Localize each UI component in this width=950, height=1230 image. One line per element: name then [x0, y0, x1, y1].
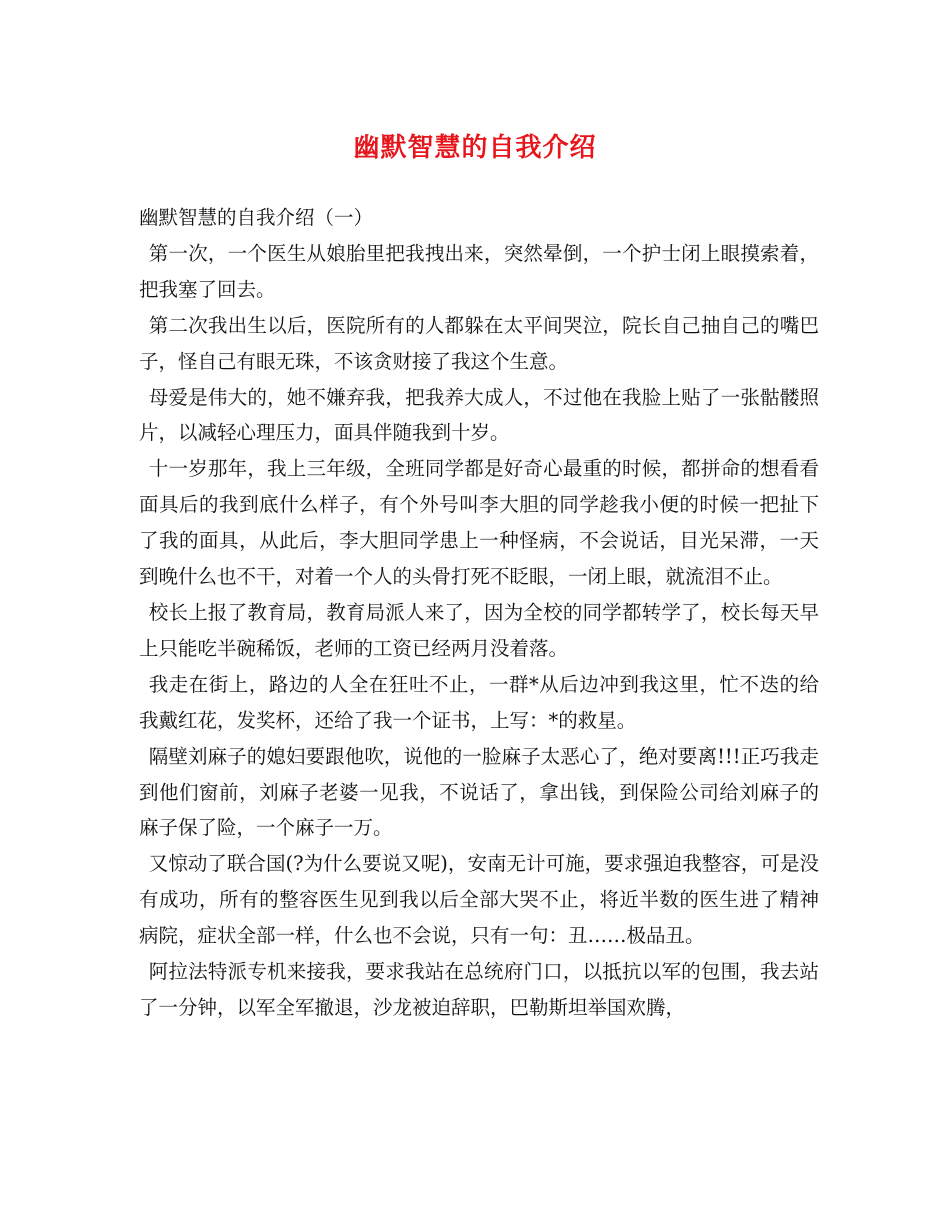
paragraph: 校长上报了教育局，教育局派人来了，因为全校的同学都转学了，校长每天早上只能吃半碗稀饭，老师的工资已经两月没着落。	[139, 600, 819, 660]
document-body	[139, 200, 819, 1026]
document-title: 幽默智慧的自我介绍	[353, 133, 597, 163]
paragraph: 母爱是伟大的，她不嫌弃我，把我养大成人，不过他在我脸上贴了一张骷髅照片，以减轻心理压力，面具伴随我到十岁。	[139, 385, 819, 445]
paragraph: 又惊动了联合国(?为什么要说又呢)，安南无计可施，要求强迫我整容，可是没有成功，所有的整容医生见到我以后全部大哭不止，将近半数的医生进了精神病院，症状全部一样，什么也不会说，只有一句：丑……极品丑。	[139, 852, 819, 948]
paragraph: 十一岁那年，我上三年级，全班同学都是好奇心最重的时候，都拼命的想看看面具后的我到底什么样子，有个外号叫李大胆的同学趁我小便的时候一把扯下了我的面具，从此后，李大胆同学患上一种怪病，不会说话，目光呆滞，一天到晚什么也不干，对着一个人的头骨打死不眨眼，一闭上眼，就流泪不止。	[139, 457, 819, 589]
paragraph: 隔壁刘麻子的媳妇要跟他吹，说他的一脸麻子太恶心了，绝对要离!!!正巧我走到他们窗前，刘麻子老婆一见我，不说话了，拿出钱，到保险公司给刘麻子的麻子保了险，一个麻子一万。	[139, 744, 819, 840]
paragraph: 阿拉法特派专机来接我，要求我站在总统府门口，以抵抗以军的包围，我去站了一分钟，以军全军撤退，沙龙被迫辞职，巴勒斯坦举国欢腾，	[139, 960, 819, 1019]
section-heading: 幽默智慧的自我介绍（一）	[139, 206, 374, 229]
paragraph: 第一次，一个医生从娘胎里把我拽出来，突然晕倒，一个护士闭上眼摸索着，把我塞了回去。	[139, 241, 819, 301]
paragraph: 我走在街上，路边的人全在狂吐不止，一群*从后边冲到我这里，忙不迭的给我戴红花，发奖杯，还给了我一个证书，上写：*的救星。	[139, 672, 819, 732]
paragraph: 第二次我出生以后，医院所有的人都躲在太平间哭泣，院长自己抽自己的嘴巴子，怪自己有眼无珠，不该贪财接了我这个生意。	[139, 313, 819, 373]
